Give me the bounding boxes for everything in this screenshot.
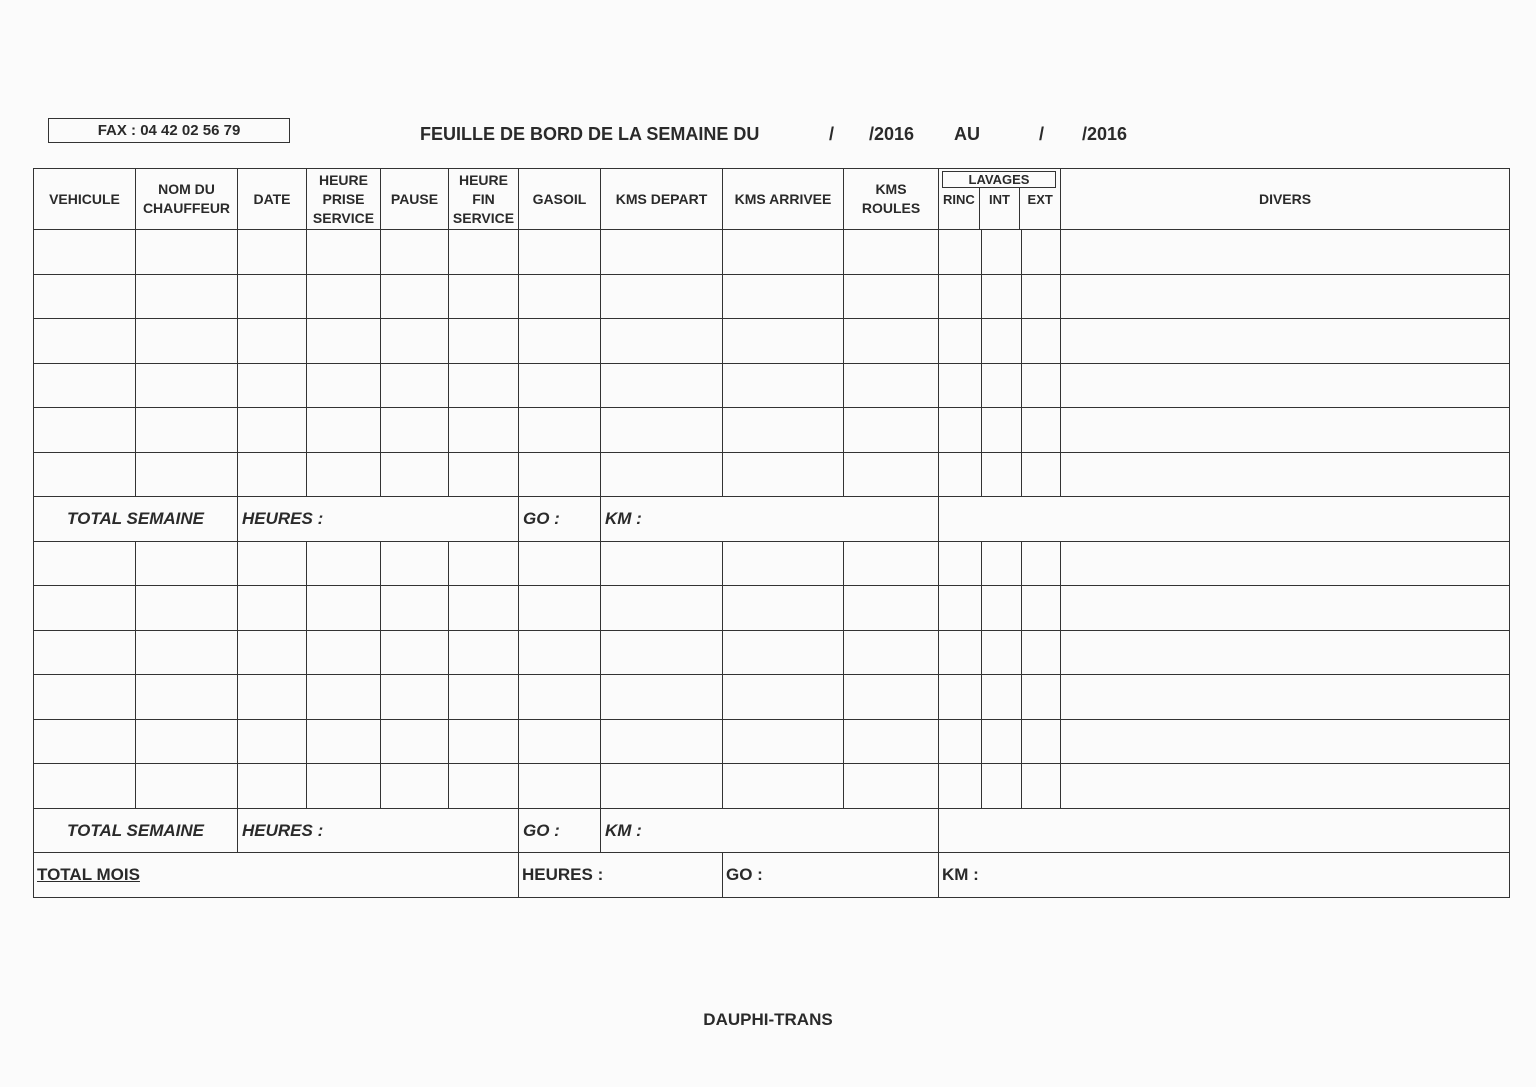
entry-cell[interactable] [307, 363, 381, 408]
col-kms-depart: KMS DEPART [601, 169, 723, 230]
entry-cell[interactable] [519, 719, 601, 764]
entry-cell[interactable] [844, 541, 939, 586]
entry-cell[interactable] [601, 719, 723, 764]
entry-cell[interactable] [449, 319, 519, 364]
entry-cell[interactable] [136, 675, 238, 720]
entry-cell[interactable] [1022, 719, 1061, 764]
table-row [34, 452, 1510, 497]
entry-cell[interactable] [982, 586, 1022, 631]
entry-cell[interactable] [381, 274, 449, 319]
entry-cell[interactable] [1061, 630, 1510, 675]
col-ext: EXT [1019, 188, 1060, 229]
col-kms-roules [844, 169, 939, 230]
entry-cell[interactable] [307, 408, 381, 453]
entry-cell[interactable] [1061, 230, 1510, 275]
entry-cell[interactable] [601, 541, 723, 586]
entry-cell[interactable] [982, 274, 1022, 319]
entry-cell[interactable] [982, 230, 1022, 275]
entry-cell[interactable] [844, 363, 939, 408]
entry-cell[interactable] [136, 719, 238, 764]
col-prise-line1: HEURE [318, 171, 368, 188]
entry-cell[interactable] [982, 675, 1022, 720]
col-fin-line2: FIN [472, 190, 495, 207]
entry-cell[interactable] [34, 319, 136, 364]
entry-cell[interactable] [939, 408, 982, 453]
entry-cell[interactable] [381, 541, 449, 586]
entry-cell[interactable] [844, 274, 939, 319]
col-heure-prise [307, 169, 381, 230]
km-label: KM : [601, 497, 939, 542]
entry-cell[interactable] [723, 719, 844, 764]
header-row [34, 169, 1510, 230]
col-nom-line1: NOM DU [158, 181, 215, 197]
entry-cell[interactable] [1022, 541, 1061, 586]
mois-go-label: GO : [723, 853, 939, 898]
entry-cell[interactable] [519, 586, 601, 631]
entry-cell[interactable] [136, 408, 238, 453]
col-nom-line2: CHAUFFEUR [142, 200, 231, 216]
entry-cell[interactable] [939, 363, 982, 408]
entry-cell[interactable] [136, 541, 238, 586]
entry-cell[interactable] [1061, 675, 1510, 720]
entry-cell[interactable] [238, 408, 307, 453]
entry-cell[interactable] [601, 408, 723, 453]
entry-cell[interactable] [519, 452, 601, 497]
entry-cell[interactable] [519, 764, 601, 809]
entry-cell[interactable] [381, 586, 449, 631]
entry-cell[interactable] [34, 719, 136, 764]
entry-cell[interactable] [34, 586, 136, 631]
col-date: DATE [238, 169, 307, 230]
entry-cell[interactable] [307, 274, 381, 319]
go-label: GO : [519, 808, 601, 853]
entry-cell[interactable] [723, 319, 844, 364]
total-semaine-row [34, 497, 1510, 542]
entry-cell[interactable] [307, 319, 381, 364]
entry-cell[interactable] [939, 675, 982, 720]
entry-cell[interactable] [844, 452, 939, 497]
entry-cell[interactable] [1061, 586, 1510, 631]
col-prise-line2: PRISE [322, 190, 365, 207]
entry-cell[interactable] [982, 363, 1022, 408]
entry-cell[interactable] [34, 230, 136, 275]
entry-cell[interactable] [939, 719, 982, 764]
entry-cell[interactable] [939, 274, 982, 319]
entry-cell[interactable] [939, 586, 982, 631]
mois-km-label: KM : [939, 853, 1510, 898]
entry-cell[interactable] [238, 586, 307, 631]
entry-cell[interactable] [449, 764, 519, 809]
mois-heures-label: HEURES : [519, 853, 723, 898]
entry-cell[interactable] [1061, 452, 1510, 497]
entry-cell[interactable] [381, 319, 449, 364]
entry-cell[interactable] [136, 630, 238, 675]
entry-cell[interactable] [1061, 764, 1510, 809]
year-end: /2016 [1082, 124, 1128, 144]
entry-cell[interactable] [982, 630, 1022, 675]
entry-cell[interactable] [1022, 764, 1061, 809]
col-heure-fin [449, 169, 519, 230]
entry-cell[interactable] [238, 363, 307, 408]
entry-cell[interactable] [34, 363, 136, 408]
entry-cell[interactable] [1022, 363, 1061, 408]
table-row [34, 675, 1510, 720]
total-semaine-row [34, 808, 1510, 853]
year-start: /2016 [869, 124, 915, 144]
entry-cell[interactable] [982, 719, 1022, 764]
entry-cell[interactable] [1061, 319, 1510, 364]
entry-cell[interactable] [939, 319, 982, 364]
entry-cell[interactable] [939, 452, 982, 497]
col-lavages [939, 169, 1061, 230]
entry-cell[interactable] [939, 764, 982, 809]
table-row [34, 408, 1510, 453]
entry-cell[interactable] [519, 541, 601, 586]
heures-label: HEURES : [238, 808, 519, 853]
col-rinc: RINC [942, 192, 975, 207]
entry-cell[interactable] [519, 675, 601, 720]
log-table [33, 168, 1510, 898]
entry-cell[interactable] [449, 274, 519, 319]
entry-cell[interactable] [136, 230, 238, 275]
heures-label: HEURES : [238, 497, 519, 542]
total-blank-cell [939, 497, 1510, 542]
entry-cell[interactable] [723, 408, 844, 453]
entry-cell[interactable] [844, 630, 939, 675]
entry-cell[interactable] [34, 408, 136, 453]
entry-cell[interactable] [449, 675, 519, 720]
entry-cell[interactable] [723, 586, 844, 631]
col-vehicule: VEHICULE [34, 169, 136, 230]
entry-cell[interactable] [844, 230, 939, 275]
entry-cell[interactable] [238, 719, 307, 764]
entry-cell[interactable] [723, 675, 844, 720]
entry-cell[interactable] [449, 408, 519, 453]
entry-cell[interactable] [1022, 408, 1061, 453]
entry-cell[interactable] [982, 319, 1022, 364]
entry-cell[interactable] [238, 675, 307, 720]
entry-cell[interactable] [519, 630, 601, 675]
table-row [34, 586, 1510, 631]
col-fin-line1: HEURE [458, 171, 508, 188]
entry-cell[interactable] [844, 719, 939, 764]
entry-cell[interactable] [307, 764, 381, 809]
col-kms-roules-line2: ROULES [861, 200, 921, 216]
entry-cell[interactable] [982, 408, 1022, 453]
col-kms-roules-line1: KMS [875, 181, 907, 197]
entry-cell[interactable] [34, 675, 136, 720]
entry-cell[interactable] [601, 274, 723, 319]
entry-cell[interactable] [449, 719, 519, 764]
entry-cell[interactable] [519, 274, 601, 319]
entry-cell[interactable] [1061, 363, 1510, 408]
entry-cell[interactable] [449, 541, 519, 586]
entry-cell[interactable] [601, 230, 723, 275]
total-semaine-label: TOTAL SEMAINE [34, 808, 238, 853]
sheet-title: FEUILLE DE BORD DE LA SEMAINE DU [420, 124, 760, 144]
date-slash-start: / [829, 124, 835, 144]
entry-cell[interactable] [381, 764, 449, 809]
col-kms-arrivee: KMS ARRIVEE [723, 169, 844, 230]
entry-cell[interactable] [601, 630, 723, 675]
table-row [34, 764, 1510, 809]
entry-cell[interactable] [601, 319, 723, 364]
entry-cell[interactable] [601, 586, 723, 631]
entry-cell[interactable] [601, 764, 723, 809]
total-mois-cell [34, 853, 519, 898]
col-divers: DIVERS [1061, 169, 1510, 230]
entry-cell[interactable] [238, 452, 307, 497]
entry-cell[interactable] [136, 586, 238, 631]
entry-cell[interactable] [449, 230, 519, 275]
entry-cell[interactable] [307, 541, 381, 586]
entry-cell[interactable] [238, 274, 307, 319]
entry-cell[interactable] [34, 764, 136, 809]
entry-cell[interactable] [601, 452, 723, 497]
entry-cell[interactable] [723, 274, 844, 319]
entry-cell[interactable] [449, 452, 519, 497]
entry-cell[interactable] [1061, 274, 1510, 319]
entry-cell[interactable] [939, 630, 982, 675]
entry-cell[interactable] [1061, 541, 1510, 586]
entry-cell[interactable] [136, 764, 238, 809]
entry-cell[interactable] [601, 363, 723, 408]
col-int: INT [979, 188, 1020, 229]
entry-cell[interactable] [519, 363, 601, 408]
entry-cell[interactable] [381, 408, 449, 453]
entry-cell[interactable] [1022, 630, 1061, 675]
entry-cell[interactable] [519, 408, 601, 453]
date-slash-end: / [1039, 124, 1045, 144]
entry-cell[interactable] [381, 230, 449, 275]
table-row [34, 630, 1510, 675]
entry-cell[interactable] [307, 675, 381, 720]
total-mois-row [34, 853, 1510, 898]
company-footer: DAUPHI-TRANS [703, 1010, 833, 1029]
entry-cell[interactable] [1022, 586, 1061, 631]
col-pause: PAUSE [381, 169, 449, 230]
entry-cell[interactable] [723, 363, 844, 408]
entry-cell[interactable] [238, 319, 307, 364]
entry-cell[interactable] [381, 452, 449, 497]
entry-cell[interactable] [307, 719, 381, 764]
lavages-title: LAVAGES [942, 171, 1056, 188]
entry-cell[interactable] [381, 675, 449, 720]
table-row [34, 319, 1510, 364]
entry-cell[interactable] [1022, 274, 1061, 319]
entry-cell[interactable] [1022, 675, 1061, 720]
fax-box: FAX : 04 42 02 56 79 [48, 118, 290, 143]
entry-cell[interactable] [844, 319, 939, 364]
total-semaine-label: TOTAL SEMAINE [34, 497, 238, 542]
entry-cell[interactable] [601, 675, 723, 720]
total-blank-cell [939, 808, 1510, 853]
au-label: AU [954, 124, 980, 144]
entry-cell[interactable] [34, 541, 136, 586]
entry-cell[interactable] [982, 452, 1022, 497]
entry-cell[interactable] [519, 319, 601, 364]
go-label: GO : [519, 497, 601, 542]
entry-cell[interactable] [307, 230, 381, 275]
entry-cell[interactable] [238, 764, 307, 809]
entry-cell[interactable] [34, 452, 136, 497]
entry-cell[interactable] [982, 764, 1022, 809]
entry-cell[interactable] [1061, 408, 1510, 453]
km-label: KM : [601, 808, 939, 853]
entry-cell[interactable] [939, 541, 982, 586]
entry-cell[interactable] [844, 586, 939, 631]
entry-cell[interactable] [238, 630, 307, 675]
entry-cell[interactable] [723, 764, 844, 809]
table-row [34, 230, 1510, 275]
table-row [34, 719, 1510, 764]
entry-cell[interactable] [34, 274, 136, 319]
entry-cell[interactable] [723, 630, 844, 675]
entry-cell[interactable] [723, 541, 844, 586]
entry-cell[interactable] [1061, 719, 1510, 764]
entry-cell[interactable] [982, 541, 1022, 586]
entry-cell[interactable] [381, 719, 449, 764]
entry-cell[interactable] [449, 630, 519, 675]
entry-cell[interactable] [238, 230, 307, 275]
entry-cell[interactable] [844, 764, 939, 809]
entry-cell[interactable] [449, 586, 519, 631]
entry-cell[interactable] [307, 586, 381, 631]
entry-cell[interactable] [939, 230, 982, 275]
table-row [34, 274, 1510, 319]
entry-cell[interactable] [136, 363, 238, 408]
entry-cell[interactable] [1022, 452, 1061, 497]
col-fin-line3: SERVICE [452, 209, 515, 226]
entry-cell[interactable] [449, 363, 519, 408]
entry-cell[interactable] [723, 230, 844, 275]
entry-cell[interactable] [238, 541, 307, 586]
entry-cell[interactable] [723, 452, 844, 497]
col-prise-line3: SERVICE [312, 209, 375, 226]
table-row [34, 363, 1510, 408]
entry-cell[interactable] [1022, 319, 1061, 364]
entry-cell[interactable] [844, 408, 939, 453]
entry-cell[interactable] [136, 452, 238, 497]
entry-cell[interactable] [381, 630, 449, 675]
col-gasoil: GASOIL [519, 169, 601, 230]
entry-cell[interactable] [519, 230, 601, 275]
total-mois-label: TOTAL MOIS [37, 865, 140, 885]
entry-cell[interactable] [1022, 230, 1061, 275]
entry-cell[interactable] [307, 630, 381, 675]
entry-cell[interactable] [34, 630, 136, 675]
col-nom-chauffeur [136, 169, 238, 230]
entry-cell[interactable] [844, 675, 939, 720]
entry-cell[interactable] [136, 274, 238, 319]
entry-cell[interactable] [381, 363, 449, 408]
table-row [34, 541, 1510, 586]
entry-cell[interactable] [136, 319, 238, 364]
entry-cell[interactable] [307, 452, 381, 497]
